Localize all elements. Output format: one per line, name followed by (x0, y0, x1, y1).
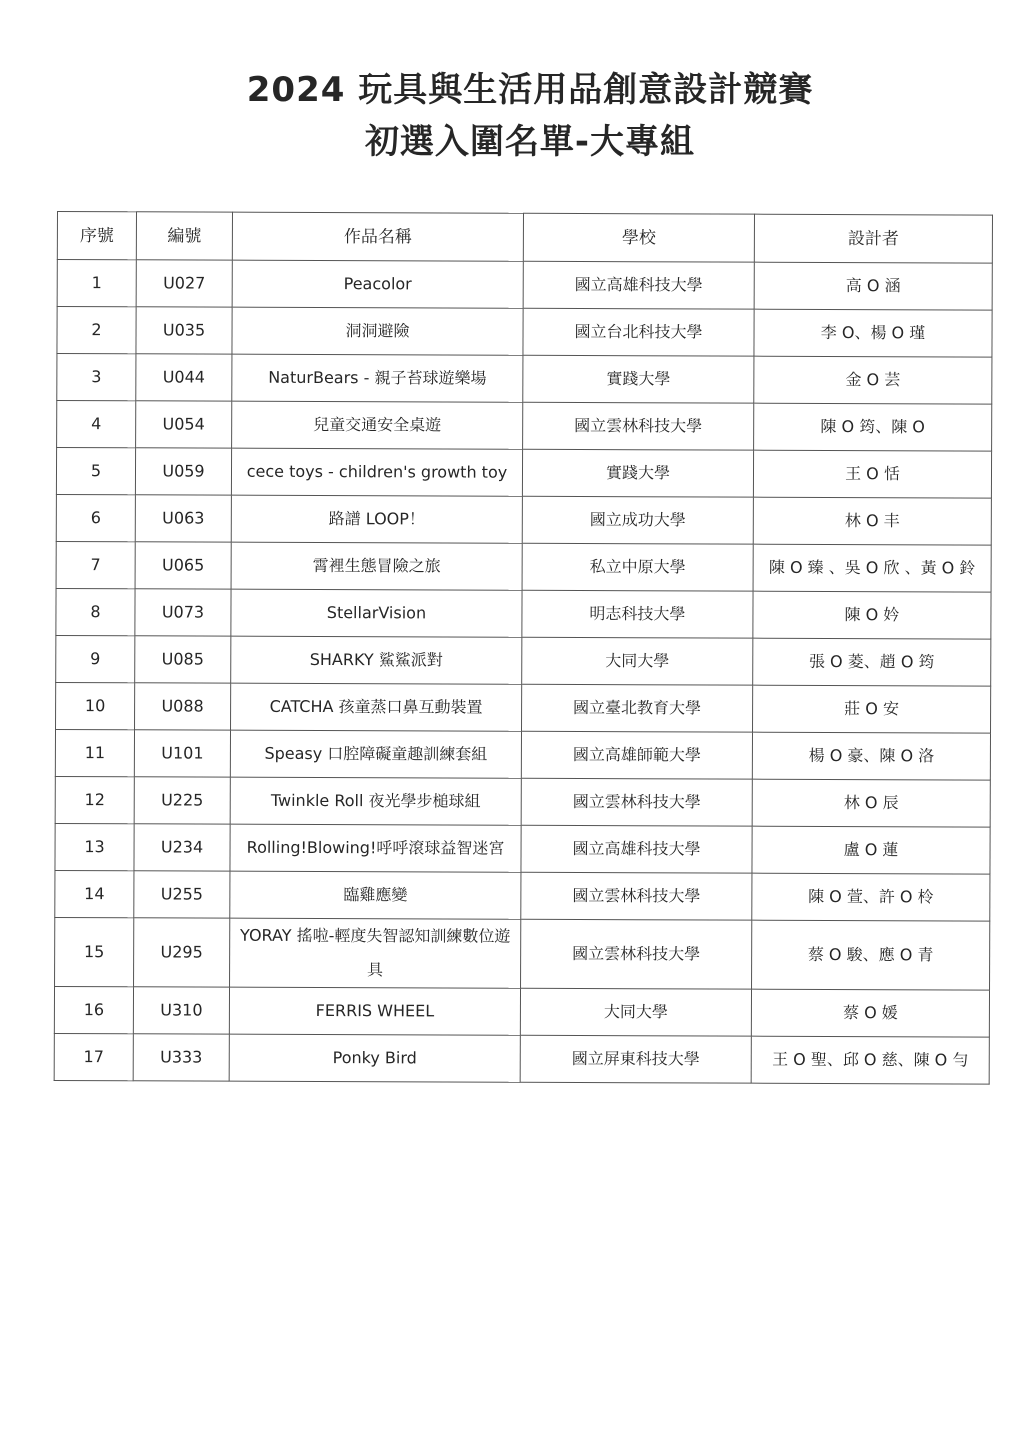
cell-school: 明志科技大學 (522, 590, 753, 638)
cell-school: 國立雲林科技大學 (523, 402, 754, 450)
cell-code: U225 (134, 777, 230, 824)
cell-serial: 12 (55, 776, 134, 823)
table-row (55, 729, 990, 780)
cell-work-name: StellarVision (231, 589, 522, 637)
cell-work-name: 路譜 LOOP！ (231, 495, 522, 543)
cell-school: 國立高雄師範大學 (521, 731, 752, 779)
cell-work-name: Speasy 口腔障礙童趣訓練套組 (230, 730, 521, 778)
cell-school: 國立臺北教育大學 (522, 684, 753, 732)
cell-work-name: Ponky Bird (229, 1034, 520, 1082)
table-row (56, 448, 991, 499)
table-row (56, 588, 991, 639)
cell-designer: 盧 O 蓮 (752, 826, 990, 874)
cell-code: U101 (134, 730, 230, 777)
cell-school: 國立高雄科技大學 (523, 261, 754, 309)
cell-school: 實踐大學 (522, 449, 753, 497)
table-row (57, 401, 992, 452)
cell-work-name: Rolling!Blowing!呼呼滾球益智迷宮 (230, 824, 521, 872)
cell-code: U088 (135, 683, 231, 730)
cell-designer: 金 O 芸 (754, 356, 992, 404)
table-row (54, 1033, 989, 1084)
cell-school: 國立雲林科技大學 (521, 919, 752, 989)
cell-school: 大同大學 (522, 637, 753, 685)
cell-designer: 王 O 恬 (753, 450, 991, 498)
cell-school: 私立中原大學 (522, 543, 753, 591)
cell-designer: 林 O 丰 (753, 497, 991, 545)
cell-work-name: cece toys - children's growth toy (231, 448, 522, 496)
cell-code: U295 (134, 918, 230, 987)
cell-work-name: FERRIS WHEEL (229, 987, 520, 1035)
header-work-name: 作品名稱 (232, 212, 523, 261)
cell-school: 國立高雄科技大學 (521, 825, 752, 873)
cell-work-name: CATCHA 孩童蒸口鼻互動裝置 (231, 683, 522, 731)
cell-code: U085 (135, 636, 231, 683)
cell-work-name: 兒童交通安全桌遊 (232, 401, 523, 449)
table-body (54, 260, 992, 1085)
cell-designer: 王 O 聖、邱 O 慈、陳 O 勻 (751, 1036, 989, 1084)
cell-designer: 陳 O 臻 、吳 O 欣 、黃 O 鈴 (753, 544, 991, 592)
cell-work-name: Twinkle Roll 夜光學步槌球組 (230, 777, 521, 825)
finalist-table-container (54, 211, 993, 1085)
cell-code: U255 (134, 871, 230, 918)
cell-designer: 李 O、楊 O 瑾 (754, 309, 992, 357)
cell-designer: 陳 O 萱、許 O 柃 (752, 873, 990, 921)
cell-code: U063 (135, 495, 231, 542)
cell-serial: 8 (56, 588, 135, 635)
cell-designer: 楊 O 豪、陳 O 洛 (752, 732, 990, 780)
cell-serial: 2 (57, 307, 136, 354)
cell-code: U333 (133, 1034, 229, 1081)
table-row (56, 494, 991, 545)
table-row (54, 986, 989, 1037)
cell-designer: 高 O 涵 (754, 262, 992, 310)
cell-school: 大同大學 (520, 988, 751, 1036)
table-row (57, 354, 992, 405)
cell-work-name: Peacolor (232, 260, 523, 308)
header-school: 學校 (523, 213, 754, 262)
document-title: 2024 玩具與生活用品創意設計競賽 (246, 70, 814, 110)
cell-work-name: SHARKY 鯊鯊派對 (231, 636, 522, 684)
header-designer: 設計者 (754, 214, 992, 263)
header-serial: 序號 (57, 212, 136, 260)
cell-school: 國立台北科技大學 (523, 308, 754, 356)
cell-designer: 蔡 O 媛 (751, 989, 989, 1037)
cell-school: 實踐大學 (523, 355, 754, 403)
table-row (55, 917, 990, 990)
table-row (57, 260, 992, 311)
cell-serial: 9 (56, 635, 135, 682)
cell-designer: 林 O 辰 (752, 779, 990, 827)
cell-code: U065 (135, 542, 231, 589)
cell-serial: 16 (54, 986, 133, 1033)
cell-work-name: 霄裡生態冒險之旅 (231, 542, 522, 590)
cell-school: 國立雲林科技大學 (521, 778, 752, 826)
cell-school: 國立屏東科技大學 (520, 1035, 751, 1083)
finalist-table (54, 211, 993, 1085)
header-code: 編號 (136, 212, 232, 260)
document-subtitle: 初選入圍名單-大專組 (364, 122, 696, 162)
cell-designer: 陳 O 筠、陳 O (754, 403, 992, 451)
cell-serial: 1 (57, 260, 136, 307)
table-header-row (57, 212, 992, 264)
table-row (55, 776, 990, 827)
cell-serial: 11 (55, 729, 134, 776)
cell-serial: 15 (55, 917, 134, 986)
cell-code: U044 (136, 354, 232, 401)
table-row (57, 307, 992, 358)
cell-code: U234 (134, 824, 230, 871)
cell-serial: 6 (56, 494, 135, 541)
cell-designer: 張 O 菱、趙 O 筠 (753, 638, 991, 686)
cell-school: 國立雲林科技大學 (521, 872, 752, 920)
cell-work-name: NaturBears - 親子苔球遊樂場 (232, 354, 523, 402)
cell-code: U059 (135, 448, 231, 495)
cell-serial: 3 (57, 354, 136, 401)
table-row (55, 870, 990, 921)
cell-school: 國立成功大學 (522, 496, 753, 544)
cell-serial: 4 (57, 401, 136, 448)
table-row (56, 682, 991, 733)
cell-serial: 10 (56, 682, 135, 729)
cell-designer: 陳 O 妗 (753, 591, 991, 639)
cell-serial: 5 (56, 448, 135, 495)
cell-code: U073 (135, 589, 231, 636)
cell-serial: 7 (56, 541, 135, 588)
cell-work-name: 臨雞應變 (230, 871, 521, 919)
cell-designer: 莊 O 安 (753, 685, 991, 733)
cell-serial: 13 (55, 823, 134, 870)
cell-code: U035 (136, 307, 232, 354)
cell-designer: 蔡 O 駿、應 O 青 (752, 920, 990, 990)
cell-serial: 17 (54, 1033, 133, 1080)
cell-code: U310 (133, 987, 229, 1034)
cell-serial: 14 (55, 870, 134, 917)
cell-work-name: YORAY 搖啦-輕度失智認知訓練數位遊具 (230, 918, 521, 988)
table-row (55, 823, 990, 874)
cell-code: U027 (136, 260, 232, 307)
cell-work-name: 洞洞避險 (232, 307, 523, 355)
cell-code: U054 (136, 401, 232, 448)
table-row (56, 635, 991, 686)
table-row (56, 541, 991, 592)
